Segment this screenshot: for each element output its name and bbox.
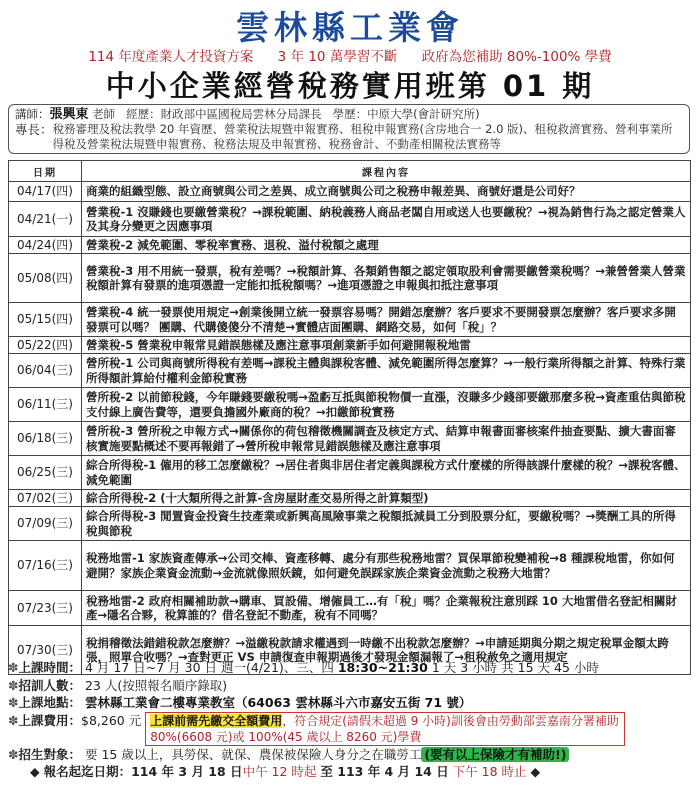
row-date: 07/02(三)	[9, 490, 82, 507]
fee-note-highlight: 上課前需先繳交全額費用	[150, 713, 283, 728]
table-row	[9, 456, 691, 490]
row-content: 營業稅-1 沒賺錢也要繳營業稅？→課稅範圍、納稅義務人商品老闆自用或送人也要繳稅？→視為銷售行為之認定營業人及其身分變更之因應事項	[82, 202, 691, 237]
program-year: 114 年度產業人才投資方案	[88, 49, 254, 65]
target-note: (要有以上保險才有補助!)	[421, 747, 569, 762]
time-value: 4 月 17 日~7 月 30 日 週一(4/21)、三、四	[84, 660, 334, 675]
row-content: 營業稅-4 統一發票使用規定→創業後開立統一發票容易嗎？開錯怎麼辦？客戶要求不要開發票怎麼辦？客戶要求多開發票可以嗎？ 團購、代購傻傻分不清楚→實體店面團購、網路交易，如何「稅」？	[82, 303, 691, 337]
table-row	[9, 388, 691, 422]
row-date: 06/25(三)	[9, 456, 82, 490]
row-date: 04/24(四)	[9, 237, 82, 254]
row-date: 06/11(三)	[9, 388, 82, 422]
time-extra: 1 天 3 小時 共 15 天 45 小時	[431, 660, 599, 675]
program-subsidy: 政府為您補助 80%-100% 學費	[421, 49, 612, 65]
table-row	[9, 490, 691, 507]
lecturer-row	[15, 107, 683, 122]
col-content: 課程內容	[82, 161, 691, 182]
row-content: 營業稅-3 用不用統一發票，稅有差嗎？→稅額計算、各類銷售額之認定領取股利會需要繳營業稅嗎？→兼營營業人營業稅額計算有發票的進項憑證一定能扣抵稅額嗎？→進項憑證之申報與扣抵注意事項	[82, 254, 691, 303]
table-row	[9, 591, 691, 626]
place-value: 雲林縣工業會二樓專業教室（64063 雲林縣斗六市嘉安五街 71 號）	[84, 695, 472, 710]
bullet-icon: ✽	[8, 695, 19, 710]
row-date: 04/17(四)	[9, 182, 82, 202]
fee-value: $8,260 元	[81, 712, 142, 728]
lecturer-name: 張興東	[49, 107, 89, 122]
program-banner	[0, 45, 700, 65]
table-row	[9, 237, 691, 254]
lecturer-box	[8, 104, 690, 154]
bullet-icon: ✽	[8, 746, 19, 762]
lecturer-specialty: 稅務審理及稅法教學 20 年資歷、營業稅法規暨申報實務、租稅申報實務(含房地合一 2.0 版)、租稅救濟實務、營利事業所得稅及營業稅法規暨申報實務、稅務法規及申報實務、稅務會計、不動產相關稅法實務等	[52, 122, 673, 151]
row-content: 營所稅-2 以前節稅錢，今年賺錢要繳稅嗎→盈虧互抵與節稅物價一直漲，沒賺多少錢卻要繳那麼多稅→資產重估與節稅支付線上廣告費等，還要負擔國外廠商的稅？→扣繳節稅實務	[82, 388, 691, 422]
table-row	[9, 541, 691, 591]
time-hours: 18:30~21:30	[337, 660, 428, 675]
row-content: 商業的組織型態、設立商號與公司之差異、成立商號與公司之稅務申報差異、商號好還是公司好？	[82, 182, 691, 202]
bullet-icon: ✽	[8, 660, 19, 675]
course-info	[8, 659, 698, 781]
reg-mid: 至 113 年 4 月 14 日	[320, 764, 449, 779]
row-date: 07/16(三)	[9, 541, 82, 591]
row-date: 05/08(四)	[9, 254, 82, 303]
bullet-icon: ✽	[8, 677, 19, 693]
fee-label: 上課費用：	[18, 712, 81, 728]
info-time	[8, 659, 698, 677]
schedule-table	[8, 160, 691, 675]
row-content: 營業稅-5 營業稅申報常見錯誤態樣及應注意事項創業新手如何避開報稅地雷	[82, 337, 691, 354]
info-registration	[8, 763, 698, 781]
fee-note	[145, 712, 625, 746]
row-date: 05/22(四)	[9, 337, 82, 354]
bullet-icon: ✽	[8, 712, 19, 728]
diamond-icon: ◆	[30, 764, 40, 779]
row-content: 稅務地雷-2 政府相關補助款→購車、買設備、增僱員工…有「稅」嗎？企業報稅注意別踩 10 大地雷借名登記相關財產→隱名合夥，稅算誰的？借名登記不動產，稅有不同嗎？	[82, 591, 691, 626]
table-row	[9, 422, 691, 456]
fee-note-text: ，符合規定(請假未超過 9 小時)訓後會由勞動部雲嘉南分署補助 80%(6608 元)或 100%(45 歲以上 8260 元)學費	[150, 713, 619, 744]
specialty-label: 專長：	[15, 122, 53, 137]
row-date: 06/04(三)	[9, 354, 82, 388]
info-quota	[8, 677, 698, 695]
lecturer-specialty-row	[15, 122, 683, 152]
row-date: 06/18(三)	[9, 422, 82, 456]
lecturer-label: 講師：	[15, 107, 50, 121]
program-slogan: 3 年 10 萬學習不斷	[277, 49, 398, 65]
row-date: 07/09(三)	[9, 507, 82, 541]
row-content: 營所稅-1 公司與商號所得稅有差嗎→課稅主體與課稅客體、減免範圍所得怎麼算？→一般行業所得額之計算、特殊行業所得額計算給付權利金節稅實務	[82, 354, 691, 388]
table-row	[9, 337, 691, 354]
target-label: 招生對象：	[18, 746, 81, 762]
row-content: 綜合所得稅-1 僱用的移工怎麼繳稅？→居住者與非居住者定義與課稅方式什麼樣的所得該課什麼樣的稅？→課稅客體、減免範圍	[82, 456, 691, 490]
row-content: 稅務地雷-1 家族資產傳承→公司交棒、資產移轉、處分有那些稅務地雷？買保單節稅變補稅→8 種課稅地雷，你如何避開？家族企業資金流動→金流就像照妖鏡，如何避免誤踩家族企業資金流動之稅務大地雷？	[82, 541, 691, 591]
row-content: 營業稅-2 減免範圍、零稅率實務、退稅、溢付稅額之處理	[82, 237, 691, 254]
info-fee	[8, 712, 698, 746]
reg-end: 下午 18 時止	[452, 764, 527, 779]
place-label: 上課地點：	[18, 695, 81, 710]
table-row	[9, 507, 691, 541]
row-content: 營所稅-3 營所稅之申報方式→關係你的荷包稽徵機關調查及核定方式、結算申報書面審核案件抽查要點、擴大書面審核實施要點概述不要再報錯了→營所稅申報常見錯誤態樣及應注意事項	[82, 422, 691, 456]
time-label: 上課時間：	[18, 660, 81, 675]
lecturer-role: 老師	[92, 107, 116, 121]
row-date: 07/30(三)	[9, 626, 82, 675]
info-place	[8, 694, 698, 712]
info-target	[8, 746, 698, 764]
lecturer-experience: 經歷：財政部中區國稅局雲林分局課長	[126, 107, 322, 121]
row-content: 稅捐稽徵法錯錯稅款怎麼辦？→溢繳稅款請求權遇到一時繳不出稅款怎麼辦？→申請延期與分期之規定稅單金額太跨張，照單合收嗎？→查對更正 VS 申請復查申報期過後才發現金額漏報了→租稅赦免之適用規定	[82, 626, 691, 675]
table-row	[9, 303, 691, 337]
reg-start: 中午 12 時起	[242, 764, 317, 779]
table-row	[9, 182, 691, 202]
lecturer-education: 學歷：中原大學(會計研究所)	[332, 107, 480, 121]
row-date: 04/21(一)	[9, 202, 82, 237]
course-title: 中小企業經營稅務實用班第 01 期	[105, 69, 595, 103]
diamond-icon: ◆	[530, 764, 541, 779]
row-date: 07/23(三)	[9, 591, 82, 626]
row-date: 05/15(四)	[9, 303, 82, 337]
col-date: 日期	[9, 161, 82, 182]
row-content: 綜合所得稅-3 閒置資金投資生技產業或新興高風險事業之稅額抵減員工分到股票分紅，要繳稅嗎？→獎酬工具的所得稅與節稅	[82, 507, 691, 541]
target-value: 要 15 歲以上，具勞保、就保、農保被保險人身分之在職勞工	[84, 746, 422, 762]
org-name: 雲林縣工業會	[236, 8, 464, 47]
schedule-header-row	[9, 161, 691, 182]
table-row	[9, 354, 691, 388]
row-content: 綜合所得稅-2 (十大類所得之計算-含房屋財產交易所得之計算類型)	[82, 490, 691, 507]
reg-label: 報名起迄日期：114 年 3 月 18 日	[43, 764, 243, 779]
table-row	[9, 202, 691, 237]
quota-value: 23 人(按照報名順序錄取)	[84, 677, 228, 693]
table-row	[9, 254, 691, 303]
quota-label: 招訓人數：	[18, 677, 81, 693]
